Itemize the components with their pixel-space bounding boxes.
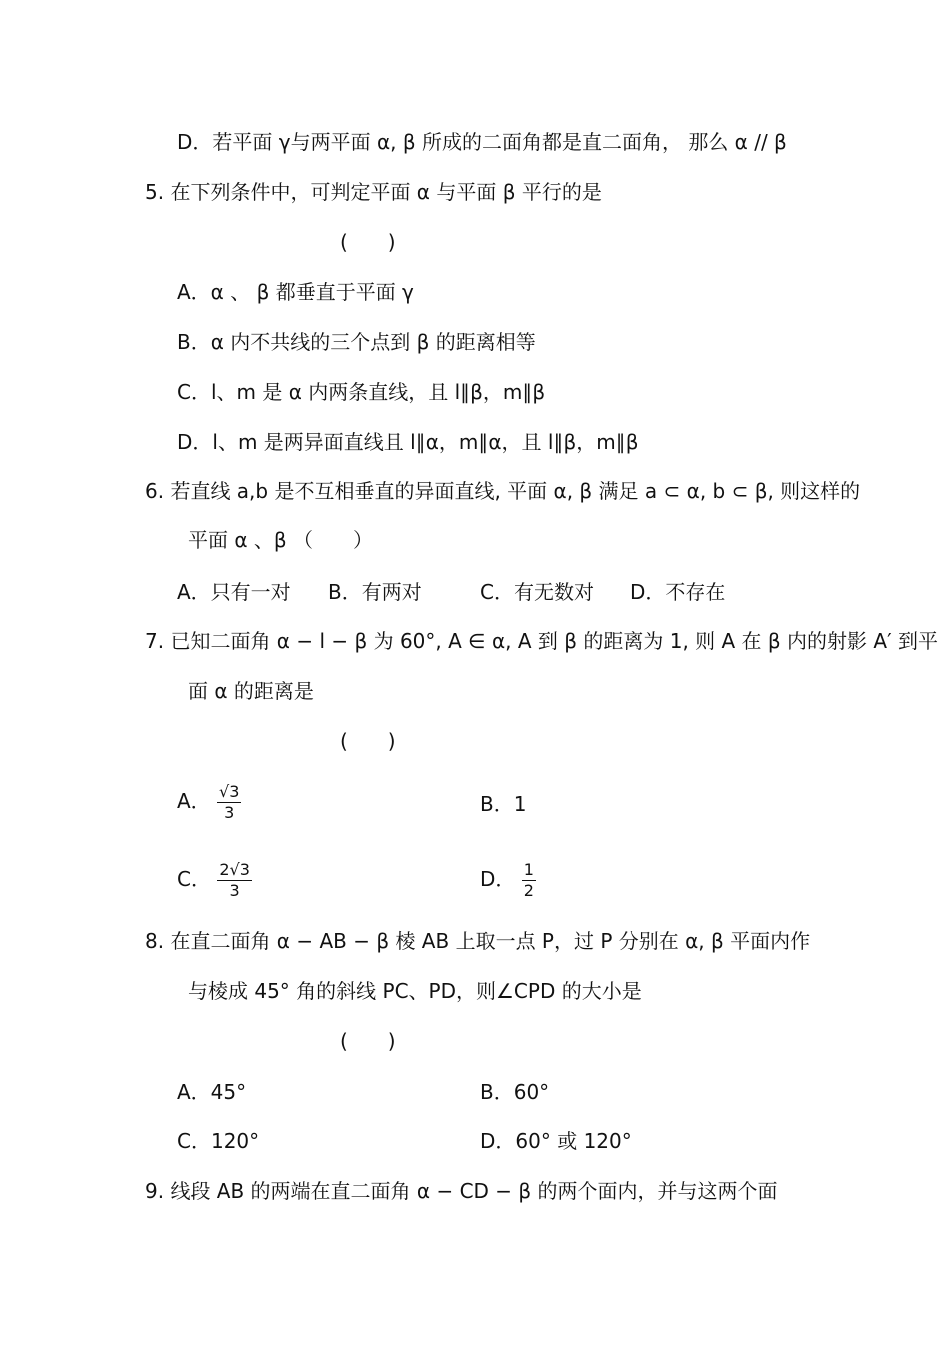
q5-option-a: A．α 、 β 都垂直于平面 γ — [177, 280, 414, 304]
q7-stem-cont: 面 α 的距离是 — [188, 679, 314, 703]
q6-option-d: D．不存在 — [630, 580, 726, 604]
q7-option-c-label: C． — [177, 867, 211, 891]
q7-option-d — [480, 860, 536, 901]
q8-option-c: C．120° — [177, 1129, 260, 1153]
q7-option-b: B．1 — [480, 792, 527, 816]
q8-option-b: B．60° — [480, 1080, 550, 1104]
q9-stem: 9. 线段 AB 的两端在直二面角 α − CD − β 的两个面内，并与这两个面 — [145, 1179, 778, 1203]
q7-option-d-label: D． — [480, 867, 516, 891]
q7-option-a-fraction — [217, 782, 241, 823]
fraction-denominator: 3 — [229, 881, 240, 900]
q8-option-d: D．60° 或 120° — [480, 1129, 632, 1153]
q7-option-d-fraction — [522, 860, 536, 901]
q5-option-c: C．l、m 是 α 内两条直线，且 l∥β，m∥β — [177, 380, 546, 404]
q6-option-b: B．有两对 — [328, 580, 422, 604]
fraction-denominator: 3 — [224, 803, 235, 822]
q5-option-d: D．l、m 是两异面直线且 l∥α，m∥α，且 l∥β，m∥β — [177, 430, 639, 454]
q6-option-a: A．只有一对 — [177, 580, 291, 604]
q8-stem-cont: 与棱成 45° 角的斜线 PC、PD，则∠CPD 的大小是 — [188, 979, 642, 1003]
fraction-numerator: 2√3 — [219, 860, 250, 879]
q7-option-a-label: A． — [177, 789, 211, 813]
q7-option-a — [177, 782, 241, 823]
q8-option-a: A．45° — [177, 1080, 247, 1104]
q4-option-d: D．若平面 γ与两平面 α, β 所成的二面角都是直二面角， 那么 α // β — [177, 130, 787, 154]
q8-stem: 8. 在直二面角 α − AB − β 棱 AB 上取一点 P，过 P 分别在 α, β 平面内作 — [145, 929, 811, 953]
q8-answer-paren: ( ) — [340, 1029, 396, 1053]
q5-answer-paren: ( ) — [340, 230, 396, 254]
fraction-numerator: 1 — [523, 860, 534, 879]
q7-stem: 7. 已知二面角 α − l − β 为 60°, A ∈ α, A 到 β 的距离为 1, 则 A 在 β 内的射影 A′ 到平 — [145, 629, 938, 653]
q7-answer-paren: ( ) — [340, 729, 396, 753]
q5-option-b: B．α 内不共线的三个点到 β 的距离相等 — [177, 330, 536, 354]
q7-option-c-fraction — [217, 860, 252, 901]
q6-stem: 6. 若直线 a,b 是不互相垂直的异面直线, 平面 α, β 满足 a ⊂ α, b ⊂ β, 则这样的 — [145, 479, 861, 503]
q6-stem-cont: 平面 α 、β （ ） — [188, 528, 374, 552]
q5-stem: 5. 在下列条件中，可判定平面 α 与平面 β 平行的是 — [145, 180, 602, 204]
q6-option-c: C．有无数对 — [480, 580, 594, 604]
fraction-numerator: √3 — [219, 782, 240, 801]
fraction-denominator: 2 — [523, 881, 534, 900]
q7-option-c — [177, 860, 252, 901]
